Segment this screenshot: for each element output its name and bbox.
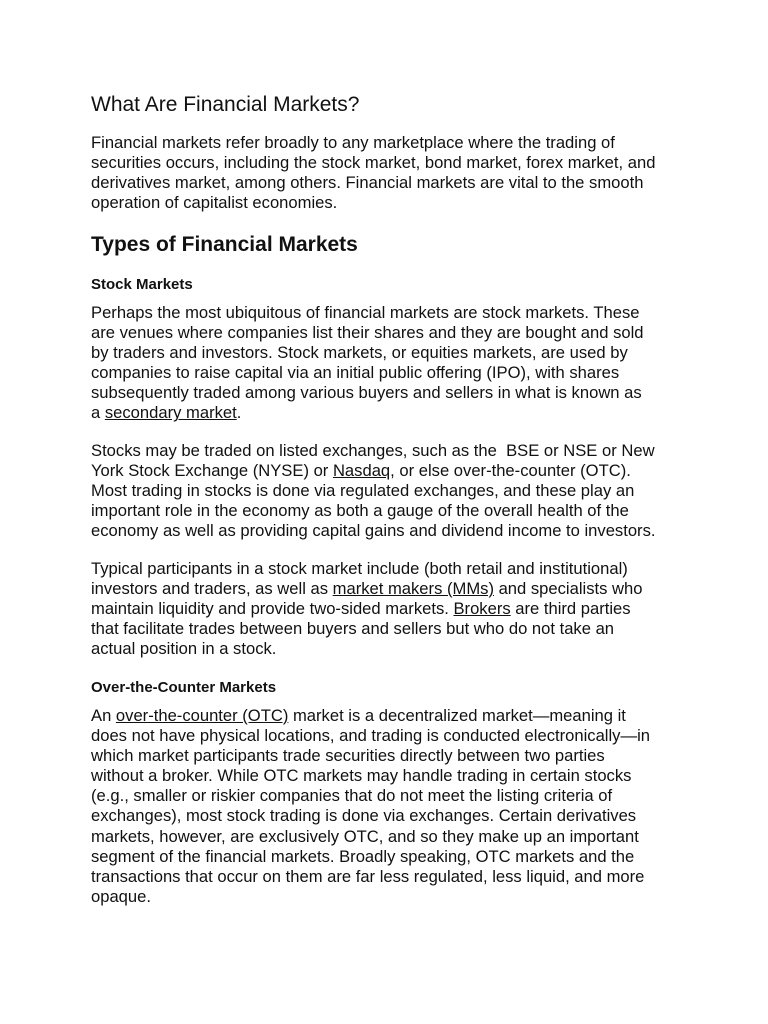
text-line (91, 619, 642, 639)
text-segment: Perhaps the most ubiquitous of financial markets are stock markets. These (91, 303, 640, 322)
intro-paragraph (91, 133, 655, 213)
text-line (91, 746, 650, 766)
text-line (91, 726, 650, 746)
text-segment: (e.g., smaller or riskier companies that do not meet the listing criteria of (91, 786, 613, 806)
stock-paragraph-1 (91, 303, 644, 424)
text-segment: . (236, 403, 242, 423)
text-segment: derivatives market, among others. Financial markets are vital to the smooth (91, 173, 644, 193)
text-line (91, 887, 650, 907)
stock-markets-heading: Stock Markets (91, 276, 193, 293)
text-segment: economy as well as providing capital gains and dividend income to investors. (91, 521, 656, 541)
text-line (91, 323, 644, 343)
text-segment: transactions that occur on them are far less regulated, less liquid, and more (91, 866, 645, 886)
text-segment: maintain liquidity and provide two-sided markets. (91, 599, 454, 619)
text-line (91, 806, 650, 826)
text-line (91, 559, 642, 579)
text-segment: a (91, 403, 105, 423)
page-title: What Are Financial Markets? (91, 93, 360, 116)
otc-paragraph (91, 706, 650, 907)
text-segment: actual position in a stock. (91, 639, 277, 659)
text-segment: market is a decentralized market—meaning it (288, 706, 626, 725)
text-line (91, 303, 644, 323)
text-line (91, 133, 655, 153)
text-line (91, 599, 642, 619)
text-line (91, 501, 656, 521)
text-line (91, 403, 644, 423)
text-segment: Most trading in stocks is done via regulated exchanges, and these play an (91, 481, 635, 501)
text-segment: securities occurs, including the stock market, bond market, forex market, and (91, 153, 656, 173)
text-line (91, 481, 656, 501)
text-line (91, 766, 650, 786)
types-heading: Types of Financial Markets (91, 233, 358, 256)
text-line (91, 461, 656, 481)
stock-paragraph-3 (91, 559, 642, 659)
inline-link[interactable]: market makers (MMs) (332, 579, 494, 599)
text-segment: investors and traders, as well as (91, 579, 333, 599)
text-segment: segment of the financial markets. Broadly speaking, OTC markets and the (91, 846, 635, 866)
inline-link[interactable]: Brokers (453, 599, 511, 619)
text-segment: that facilitate trades between buyers and sellers but who do not take an (91, 619, 615, 639)
text-segment: subsequently traded among various buyers and sellers in what is known as (91, 383, 642, 403)
text-segment: important role in the economy as both a gauge of the overall health of the (91, 501, 629, 521)
text-line (91, 706, 650, 726)
text-line (91, 867, 650, 887)
text-line (91, 639, 642, 659)
text-segment: companies to raise capital via an initial public offering (IPO), with shares (91, 363, 620, 383)
text-line (91, 193, 655, 213)
text-segment: does not have physical locations, and trading is conducted electronically—in (91, 726, 650, 746)
text-line (91, 173, 655, 193)
text-segment: markets, however, are exclusively OTC, and so they make up an important (91, 826, 639, 846)
text-segment: and specialists who (493, 579, 643, 599)
text-line (91, 153, 655, 173)
text-line (91, 827, 650, 847)
text-segment: An (91, 706, 116, 725)
text-line (91, 786, 650, 806)
stock-paragraph-2 (91, 441, 656, 541)
text-segment: Typical participants in a stock market include (both retail and institutional) (91, 559, 628, 578)
inline-link[interactable]: Nasdaq (332, 461, 391, 481)
inline-link[interactable]: over-the-counter (OTC) (115, 706, 289, 725)
text-segment: Stocks may be traded on listed exchanges, such as the BSE or NSE or New (91, 441, 655, 460)
text-segment: without a broker. While OTC markets may handle trading in certain stocks (91, 766, 632, 786)
text-segment: are venues where companies list their shares and they are bought and sold (91, 323, 644, 343)
text-segment: opaque. (91, 886, 151, 906)
inline-link[interactable]: secondary market (104, 403, 237, 423)
otc-markets-heading: Over-the-Counter Markets (91, 679, 277, 696)
text-segment: exchanges), most stock trading is done via exchanges. Certain derivatives (91, 806, 637, 826)
text-line (91, 521, 656, 541)
text-line (91, 441, 656, 461)
text-segment: which market participants trade securities directly between two parties (91, 746, 605, 766)
text-segment: by traders and investors. Stock markets, or equities markets, are used by (91, 343, 628, 363)
text-line (91, 579, 642, 599)
text-segment: are third parties (510, 599, 631, 619)
text-segment: York Stock Exchange (NYSE) or (91, 461, 333, 481)
text-line (91, 343, 644, 363)
text-segment: Financial markets refer broadly to any marketplace where the trading of (91, 133, 615, 152)
text-line (91, 363, 644, 383)
text-line (91, 383, 644, 403)
text-line (91, 847, 650, 867)
text-segment: operation of capitalist economies. (91, 193, 338, 213)
text-segment: , or else over-the-counter (OTC). (390, 461, 631, 481)
